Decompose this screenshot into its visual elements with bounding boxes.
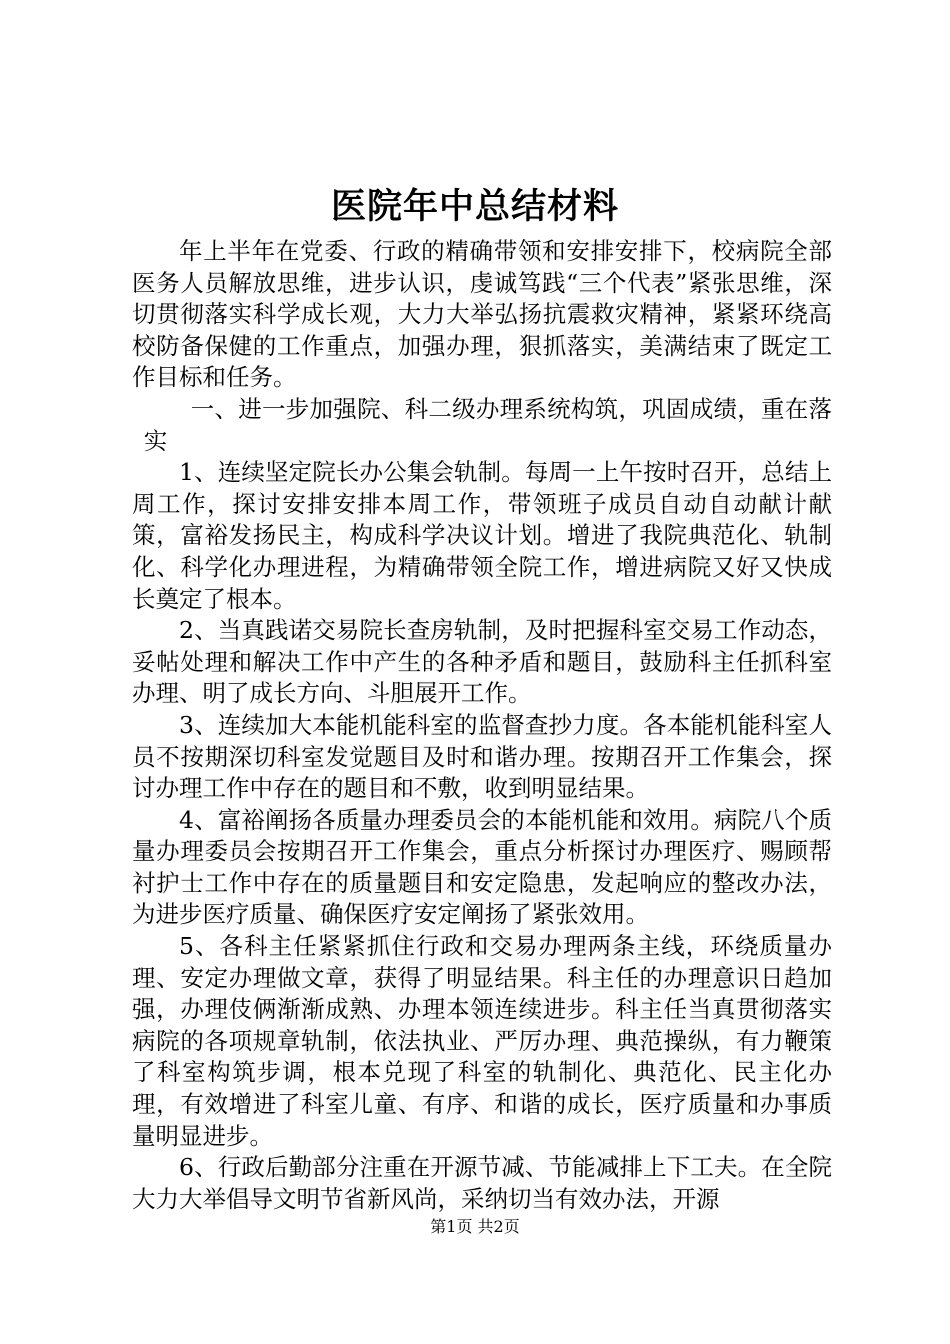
paragraph-item-1: 1、连续坚定院长办公集会轨制。每周一上午按时召开，总结上周工作，探讨安排安排本周工作，带领班子成员自动自动献计献策，富裕发扬民主，构成科学决议计划。增进了我院典范化、轨制化、科学化办理进程，为精确带领全院工作，增进病院又好又快成长奠定了根本。	[132, 458, 832, 613]
paragraph-item-5: 5、各科主任紧紧抓住行政和交易办理两条主线，环绕质量办理、安定办理做文章，获得了明显结果。科主任的办理意识日趋加强，办理伎俩渐渐成熟、办理本领连续进步。科主任当真贯彻落实病院的各项规章轨制，依法执业、严厉办理、典范操纵，有力鞭策了科室构筑步调，根本兑现了科室的轨制化、典范化、民主化办理，有效增进了科室儿童、有序、和谐的成长，医疗质量和办事质量明显进步。	[132, 932, 832, 1150]
page-number-footer: 第1页 共2页	[430, 1217, 520, 1236]
section-heading-1: 一、进一步加强院、科二级办理系统构筑，巩固成绩，重在落实	[143, 394, 832, 455]
paragraph-item-4: 4、富裕阐扬各质量办理委员会的本能机能和效用。病院八个质量办理委员会按期召开工作集会，重点分析探讨办理医疗、赐顾帮衬护士工作中存在的质量题目和安定隐患，发起响应的整改办法，为进步医疗质量、确保医疗安定阐扬了紧张效用。	[132, 805, 832, 929]
paragraph-item-2: 2、当真践诺交易院长查房轨制，及时把握科室交易工作动态，妥帖处理和解决工作中产生的各种矛盾和题目，鼓励科主任抓科室办理、明了成长方向、斗胆展开工作。	[132, 616, 832, 708]
document-title: 医院年中总结材料	[330, 187, 619, 227]
document-body	[132, 236, 832, 1215]
paragraph-item-3: 3、连续加大本能机能科室的监督查抄力度。各本能机能科室人员不按期深切科室发觉题目及时和谐办理。按期召开工作集会，探讨办理工作中存在的题目和不敷，收到明显结果。	[132, 710, 832, 803]
paragraph-item-6: 6、行政后勤部分注重在开源节减、节能减排上下工夫。在全院大力大举倡导文明节省新风尚，采纳切当有效办法，开源	[132, 1153, 832, 1213]
paragraph-intro: 年上半年在党委、行政的精确带领和安排安排下，校病院全部医务人员解放思维，进步认识，虔诚笃践“三个代表”紧张思维，深切贯彻落实科学成长观，大力大举弘扬抗震救灾精神，紧紧环绕高校防备保健的工作重点，加强办理，狠抓落实，美满结束了既定工作目标和任务。	[132, 237, 832, 392]
